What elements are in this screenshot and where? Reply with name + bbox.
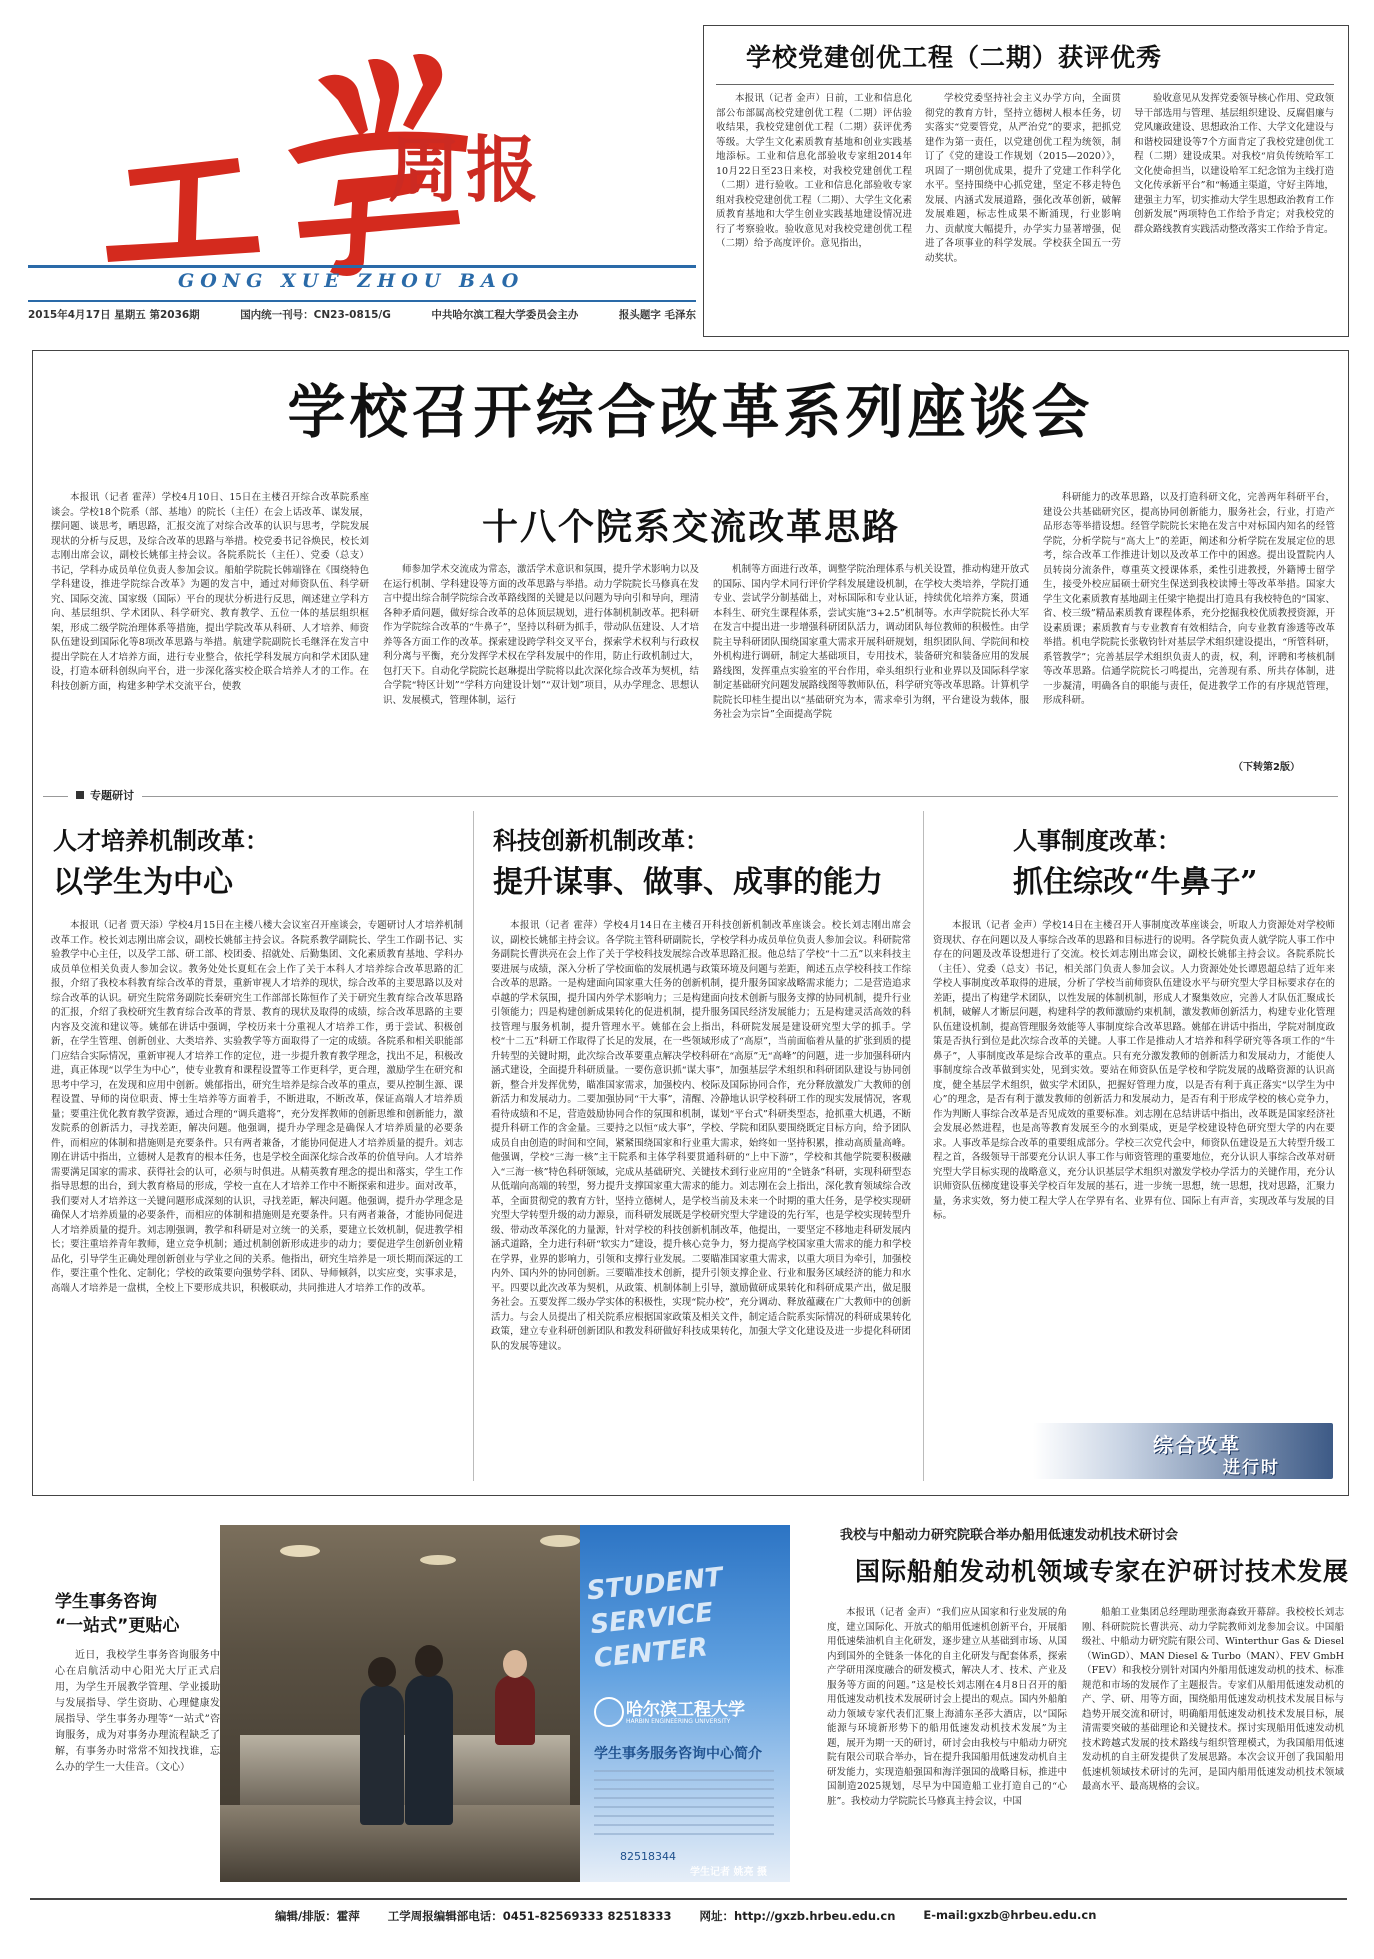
top-story-headline: 学校党建创优工程（二期）获评优秀 [746,43,1163,72]
top-story-col3: 验收意见从发挥党委领导核心作用、党政领导干部选用与管理、基层组织建设、反腐倡廉与党风廉政建设、思想政治工作、大学文化建设与和谐校园建设等7个方面肯定了我校党建创优工程（二期）建设成果。对我校“肩负传统哈军工文化使命担当，以建设哈军工纪念馆为主线打造文化传承新平台”和“畅通主渠道，守好主阵地，建强主力军，切实推动大学生思想政治教育工作创新发展”两项特色工作给予肯定；对我校党的群众路线教育实践活动整改落实工作给予肯定。 [1134,93,1334,235]
ship-col1: 本报讯（记者 金声）“我们应从国家和行业发展的角度，建立国际化、开放式的船用低速机创新平台，开展船用低速柴油机自主化研发，逐步建立从基础到市场、从国内到国外的全链条一体化的自主化研发与配套体系，探索产学研用深度融合的研发模式，解决人才、技术、产业及服务等方面的问题。”这是校长刘志刚在4月8日召开的船用低速发动机技术发展研讨会上提出的观点。国内外船舶动力领域专家代表们汇聚上海浦东圣莎大酒店，以“国际能源与环境新形势下的船用低速发动机技术发展”为主题，展开为期一天的研讨，研讨会由我校与中船动力研究院有限公司联合举办，旨在提升我国船用低速发动机自主研发能力，实现造船强国和海洋强国的战略目标，推进中国制造2025规划，尽早为中国造船工业打造自己的“心脏”。我校动力学院院长马修真主持会议，中国 [827,1607,1067,1807]
main-col1: 本报讯（记者 霍萍）学校4月10日、15日在主楼召开综合改革院系座谈会。学校18个院系（部、基地）的院长（主任）在会上话改革、谋发展，摆问题、谈思考，晒思路，汇报交流了对综合改革的认识与思考，学院发展现状的分析与反思，及综合改革的思路与举措。校党委书记谷焕民，校长刘志刚出席会议，副校长姚郁主持会议。各院系院长（主任）、党委（总支）书记，学科办成员单位负责人参加会议。船舶学院院长韩端锋在《围绕特色学科建设，推进学院综合改革》为题的发言中，通过对师资队伍、科学研究、国际交流、国家级（国际）平台的现状分析进行反思，阐述建立学科方向、基层组织、学术团队、科学研究、教育教学、五位一体的基层组织框架，形成二级学院治理体系等措施，提出学院改革从科研、人才培养、师资队伍建设到国际化等8项改革思路与举措。航建学院副院长毛继泽在发言中提出学院在人才培养方面，进行专业整合，依托学科发展方向和学术团队建设，打造本研科创纵向平台，进一步深化落实校企联合培养人才的工作。在科技创新方面，构建多种学术交流平台，使教 [51,492,369,692]
sponsor: 中共哈尔滨工程大学委员会主办 [431,309,579,321]
person-staff-head [503,1650,527,1678]
masthead-title: 周报 [388,128,545,212]
person-student [405,1675,453,1825]
story-c-title2: 抓住综改“牛鼻子” [1013,865,1258,900]
section-label-box [68,787,142,803]
top-story-box [703,25,1349,337]
board-phone: 82518344 [620,1850,676,1863]
story-c-title1: 人事制度改革： [1013,826,1181,855]
ship-col2: 船舶工业集团总经理助理张海森致开幕辞。我校校长刘志刚、科研院院长曹洪亮、动力学院教师刘龙参加会议。中国船级社、中船动力研究院有限公司、Winterthur Gas & Diesel（WinGD）、MAN Diesel & Turbo（MAN）、FEV GmbH（FEV）和我校分别针对国内外船用低速发动机的技术、标准规范和市场的发展作了主题报告。专家们从船用低速发动机的产、学、研、用等方面，围绕船用低速发动机技术发展目标与趋势开展交流和研讨，明确船用低速发动机技术发展目标，展清需要突破的基础理论和关键技术。探讨实现船用低速发动机技术跨越式发展的技术路线与组织管理模式，为我国船用低速发动机的自主研发提供了发展思路。本次会议开创了我国船用低速机领域技术研讨的先河，是国内船用低速发动机技术领域最高水平、最高规格的会议。 [1082,1607,1344,1792]
story-b-body: 本报讯（记者 霍萍）学校4月14日在主楼召开科技创新机制改革座谈会。校长刘志刚出席会议，副校长姚郁主持会议。各学院主管科研副院长，学校学科办成员单位负责人参加会议。科研院常务副院长曹洪亮在会上作了关于学校科技发展综合改革思路汇报。他总结了学校“十二五”以来科技主要进展与成绩，深入分析了学校面临的发展机遇与政策环境及问题与差距，阐述五点学校科技工作综合改革的思路。一是构建面向国家重大任务的创新机制，提升服务国家战略需求能力；二是营造追求卓越的学术氛围，提升国内外学术影响力；三是构建面向技术创新与服务支撑的协同机制，提升行业引领能力；四是构建创新成果转化的促进机制，提升服务国民经济发展能力；五是构建灵活高效的科技管理与服务机制，提升管理水平。姚郁在会上指出，科研院发展是建设研究型大学的抓手。学校“十二五”科研工作取得了长足的发展，在一些领域形成了“高原”，当前面临着从量的扩张到质的提升转型的关键时期，此次综合改革要重点解决学校科研在“高原”无“高峰”的问题，进一步加强科研内涵式建设，全面提升科研质量。一要伤意识抓“谋大事”，加强基层学术组织和科研团队建设与协同创新，整合并发挥优势，瞄准国家需求，加强校内、校际及国际协同合作，充分释放激发广大教师的创新活力和发展动力。二要加强协同“干大事”，清醒、冷静地认识学校科研工作的现实发展情况，客观看待成绩和不足，营造鼓励协同合作的氛围和机制，谋划“平台式”科研类型态，抢抓重大机遇，不断提升科研工作的含金量。三要持之以恒“成大事”，学校、学院和团队要围绕既定目标方向，给予团队成员自由创造的时间和空间，紧紧围绕国家和行业重大需求，始终如一坚持积累，推动高质量高峰。他强调，学校“三海一核”主干院系和主体学科要贯通科研的“上中下游”，学校和其他学院要积极融入“三海一核”特色科研领域，完成从基础研究、关键技术到行业应用的“全链条”科研，实现科研型态从低端向高端的转型，努力提升支撑国家重大需求的能力。刘志刚在会上指出，深化教育领域综合改革，全面贯彻党的教育方针，坚持立德树人，是学校当前及未来一个时期的重大任务，是学校实现研究型大学转型升级的动力源泉，而科研发展既是学校研究型大学建设的先行军，也是学校实现转型升级、带动改革深化的力量源，针对学校的科技创新机制改革，他提出，一要坚定不移地走科研发展内涵式道路，全力进行科研“软实力”建设，提升核心竞争力，努力提高学校国家重大需求的能力和学校在学界，业界的影响力，引领和支撑行业发展。二要瞄准国家重大需求，以重大项目为牵引，加强校内外、国内外的协同创新。三要瞄准技术创新，提升引领支撑企业、行业和服务区域经济的能力和水平。四要以此次改革为契机，从政策、机制体制上引导，激励做研成果转化和科研成果产出，做足服务社会。五要发挥二级办学实体的积极性，实现“院办校”，充分调动、释放蕴藏在广大教师中的创新活力。与会人员提出了相关院系应根据国家政策及相关文件，制定适合院系实际情况的科研成果转化政策，建立专业科研创新团队和教发科研做好科技成果转化，加强大学文化建设及进一步提化科研团队的发展等建议。 [491,920,911,1352]
photo-title2: “一站式”更贴心 [55,1616,180,1636]
top-story-col1: 本报讯（记者 金声）日前，工业和信息化部公布部属高校党建创优工程（二期）评估验收结果，我校党建创优工程（二期）获评优秀等级。大学生文化素质教育基地和创业实践基地添标。工业和信息化部验收专家组2014年10月22日至23日来校，对我校党建创优工程（二期）进行验收。工业和信息化部验收专家组对我校党建创优工程（二期）、大学生文化素质教育基地和大学生创业实践基地建设情况进行了考察验收。验收意见对我校党建创优工程（二期）给予高度评价。意见指出， [716,93,912,249]
story-c-body: 本报讯（记者 金声）学校14日在主楼召开人事制度改革座谈会，听取人力资源处对学校师资现状、存在问题以及人事综合改革的思路和目标进行的说明。各学院负责人就学院人事工作中存在的问题及改革设想进行了交流。校长刘志刚出席会议，副校长姚郁主持会议。各院系院长（主任）、党委（总支）书记，相关部门负责人参加会议。人力资源处处长谭恩超总结了近年来学校人事制度改革取得的进展，分析了学校当前师资队伍建设水平与研究型大学目标要求存在的差距，提出了构建学术团队，以性发展的体制机制，形成人才聚集效应，完善人才队伍汇聚成长机制，破解人才断层问题，构建科学的教师激励约束机制，激发教师创新活力，构建专业化管理队伍建设机制，提高管理服务效能等人事制度综合改革思路。姚郁在讲话中指出，学院对制度政策是否执行到位是此次综合改革的关键。人事工作是推动人才培养和科学研究等各项工作的“牛鼻子”，人事制度改革是综合改革的重点。只有充分激发教师的创新活力和发展动力，才能使人事制度综合改革做到实处，见到实效。要站在师资队伍是学校和学院发展的战略资源的认识高度，健全基层学术组织，做实学术团队，把握好管理力度，以是否有利于真正落实“以学生为中心”的理念，是否有利于激发教师的创新活力和发展动力，是否有利于形成学校的核心竞争力，作为判断人事综合改革是否见成效的重要标准。刘志刚在总结讲话中指出，改革既是国家经济社会发展必然进程，也是高等教育发展至今的水到渠成，更是学校建设特色研究型大学的内在要求。人事改革是综合改革的重要组成部分。学校三次党代会中，师资队伍建设是五大转型升级工程之首，各级领导干部要充分认识人事工作与师资管理的重要地位，充分认识人事综合改革对研究型大学目标实现的战略意义，充分认识基层学术组织对激发学校办学活力的关键作用，充分认识师资队伍梯度建设事关学校百年发展的基石，进一步统一思想，统一思想，找对思路，汇聚力量，务求实效，努力使工程大学人在学界有名、业界有位、国际上有声音，实现改革与发展的目标。 [933,920,1335,1221]
section-label: 专题研讨 [90,789,134,802]
banner-title: STUDENT SERVICE CENTER [585,1562,725,1675]
main-col3: 机制等方面进行改革，调整学院治理体系与机关设置，推动构建开放式的国际、国内学术同行评价学科发展建设机制，在学校大类培养，学院打通专业、尝试学分制基础上，对标国际和专业认证，持续优化培养方案，贯通本科生、研究生课程体系，尝试实施“3+2.5”机制等。水声学院院长孙大军在发言中提出进一步增强科研团队活力，调动团队每位教师的积极性。由学院主导科研团队围绕国家重大需求开展科研规划，组织团队间、学院间和校外机构进行调研，制定大基础项目，专用技术，装备研究和装备应用的发展路线图，发挥重点实验室的平台作用，牵头组织行业和业界以及国际科学家制定基础研究问题发展路线图等教师队伍，科学研究等改革思路。计算机学院院长印桂生提出以“基础研究为本，需求牵引为纲，平台建设为载体，服务社会为宗旨”全面提高学院 [713,564,1029,720]
person-student [360,1685,404,1825]
reform-badge-line2: 进行时 [1223,1458,1280,1478]
board-title: 学生事务服务咨询中心简介 [594,1746,762,1762]
masthead-rule-top [28,265,696,268]
issn-number: 国内统一刊号：CN23-0815/G [240,309,391,321]
main-story-box [32,350,1349,1496]
masthead [28,20,696,340]
masthead-pinyin: GONG XUE ZHOU BAO [178,270,525,292]
footer-editor: 编辑/排版：霍萍 [275,1909,360,1923]
photo-caption-box [55,1590,220,1860]
person-staff [495,1675,535,1745]
issue-date: 2015年4月17日 星期五 第2036期 [28,309,200,321]
story-a-body: 本报讯（记者 贾天添）学校4月15日在主楼八楼大会议室召开座谈会，专题研讨人才培养机制改革工作。校长刘志刚出席会议，副校长姚郁主持会议。各院系教学副院长、学生工作副书记、实验教学中心主任，以及学工部、研工部、校团委、招就处、后勤集团、文化素质教育基地、学科办成员单位相关负责人参加会议。教务处处长夏虹在会上作了关于本科人才培养综合改革思路的汇报，介绍了我校本科教育综合改革的背景，重新审视人才培养的现状，综合改革的主要思路以及对综合改革的认识。研究生院常务副院长秦研究生工作部部长陈恒作了关于研究生教育综合改革思路的汇报，介绍了我校研究生教育综合改革的背景、教育的现状及取得的成绩，综合改革思路的主要内容及交流和建议等。姚郁在讲话中强调，学校历来十分重视人才培养工作，勇于尝试、积极创新，在学生管理、创新创业、大类培养、实验教学等方面取得了一定的成绩。各院系和相关职能部门应结合实际情况，重新审视人才培养工作的定位，进一步提升教育教学理念，找出不足，积极改进，真正体现“以学生为中心”，使专业教育和课程设置等工作更科学，更合理，激励学生在研究和思考中学习，在发现和应用中创新。姚郁指出，研究生培养是综合改革的重点，要从控制生源、课程设置、导师的岗位职责、博士生培养等方面着手，不断进取，不断改革，保证高端人才培养质量；要重注优化教育教学资源，通过合理的“调兵遣将”，充分发挥教师的创新思维和创新能力，激发院系的创新活力，寻找差距，解决问题。他强调，提升办学理念是确保人才培养质量的必要条件，而相应的体制和措施则是充要条件。只有两者兼备，才能协同促进人才培养质量的提升。刘志刚在讲话中指出，立德树人是教育的根本任务，也是学校全面深化综合改革的价值导向。人才培养需要满足国家的需求、获得社会的认可，必须与时俱进。从精英教育理念的提出和落实，学生工作指导思想的出台，到大教育格局的形成，学校一直在人才培养工作中不断探索和进步。面对改革，我们要对人才培养这一关键问题形成深刻的认识，寻找差距，解决问题。他强调，提升办学理念是确保人才培养质量的必要条件，而相应的体制和措施则是充要条件。只有两者兼备，才能协同促进人才培养质量的提升。刘志刚强调，教学和科研是对立统一的关系，要建立长效机制，促进教学相长；要注重培养青年教师，建立竞争机制；通过机制创新形成进步的动力；要促进学生创新创业精品化，引导学生正确处理创新创业与学业之间的关系。他指出，研究生培养是一项长期而深远的工作，要注重个性化、定制化；学校的政策要向强势学科、团队、导师倾斜，以实应变，实事求是，高端人才培养是一盘棋，全校上下要形成共识，积极联动，共同推进人才培养工作的改革。 [51,920,463,1294]
story-b-title1: 科技创新机制改革： [493,826,709,855]
service-center-banner [580,1525,790,1882]
footer-phone: 工学周报编辑部电话：0451-82569333 82518333 [387,1909,672,1923]
main-col2: 师参加学术交流成为常态，激活学术意识和氛围，提升学术影响力以及在运行机制、学科建设等方面的改革思路与举措。动力学院院长马修真在发言中提出综合制学院综合改革路线图的关键是以问题为导向引和导向，理清各种矛盾问题，做好综合改革的总体顶层规划，进行体制机制改革。把科研作为学院综合改革的“牛鼻子”，坚持以科研为抓手，带动队伍建设、人才培养等各方面工作的改革。探索建设跨学科交叉平台，探索学术权利与行政权利分离与平衡，充分发挥学术权在学科发展中的作用，防止行政机制过大，包打天下。自动化学院院长赵琳提出学院将以此次深化综合改革为契机，结合学院“特区计划”“学科方向建设计划”“双计划”项目，从办学理念、思想认识、发展模式，管理体制，运行 [383,564,699,706]
main-subhead: 十八个院系交流改革思路 [481,506,900,548]
calligraphy-credit: 报头题字 毛泽东 [618,309,696,321]
ceiling-light [420,1555,456,1565]
person-student-head [368,1657,396,1687]
divider-ab [473,811,474,1481]
photo-title1: 学生事务咨询 [55,1592,157,1612]
section-rule [43,796,1338,797]
top-story-col2: 学校党委坚持社会主义办学方向，全面贯彻党的教育方针，坚持立德树人根本任务，切实落实“党要管党，从严治党”的要求，把抓党建作为第一责任，以党建创优工程为统领，制订了《党的建设工作规划（2015—2020）》，巩固了一期创优成果，提升了党建工作科学化水平。坚持围绕中心抓党建，坚定不移走特色发展、内涵式发展道路，强化改革创新，破解发展难题，标志性成果不断涌现，行业影响力、贡献度大幅提升，办学实力显著增强，促进了各项事业的科学发展。学校获全国五一劳动奖状。 [925,93,1121,264]
footer-rule [30,1898,1347,1900]
main-col4: 科研能力的改革思路，以及打造科研文化，完善两年科研平台，建设公共基础研究区，提高协同创新能力，服务社会，行业，打造产品形态等举措设想。经管学院院长宋艳在发言中对标国内知名的经管学院，分析学院与“高大上”的差距，阐述和分析学院在发展定位的思考，综合改革工作推进计划以及改革工作中的困惑。提出设置院内人员转岗分流条件，尊重英文授课体系，柔性引进教授，外籍博士留学生，接受外校应届硕士研究生保送到我校读博士等改革举措。国家大学生文化素质教育基地副主任梁宇艳提出打造具有我校特色的“国家、省、校三级”精品素质教育课程体系，充分挖掘我校优质教授资源，开设素质课；素质教育与专业教育有效相结合，向专业教育渗透等改革举措。机电学院院长张敬钧针对基层学术组织建设提出，“所管科研，系管教学”；完善基层学术组织负责人的责，权，利，评聘和考核机制等改革思路。信通学院院长刁鸣提出，完善现有系、所共存体制，进一步凝清，明确各自的职能与责任，促进教学工作的有序规范管理，形成科研。 [1043,492,1335,706]
photo-caption: 近日，我校学生事务咨询服务中心在启航活动中心阳光大厅正式启用，为学生开展教学管理、学业援助与发展指导、学生资助、心理健康发展指导、学生事务办理等“一站式”咨询服务，成为对事务办理流程缺乏了解，有事务办时常常不知找找谁，忘么办的学生一大佳音。（文心） [55,1650,220,1773]
masthead-rule-bottom [28,300,696,302]
banner-school: 哈尔滨工程大学 [626,1700,745,1720]
footer-website[interactable]: 网址：http://gxzb.hrbeu.edu.cn [699,1909,896,1923]
ceiling-light [280,1545,320,1557]
ship-kicker: 我校与中船动力研究院联合举办船用低速发动机技术研讨会 [840,1528,1179,1543]
ceiling-light [540,1535,580,1547]
reform-badge-line1: 综合改革 [1153,1433,1241,1457]
footer-email[interactable]: E-mail:gxzb@hrbeu.edu.cn [923,1908,1097,1922]
story-b-title2: 提升谋事、做事、成事的能力 [493,865,883,900]
banner-logo-icon [594,1697,624,1727]
news-photo [220,1525,790,1882]
footer [275,1908,1275,1924]
person-student-head [415,1645,443,1677]
top-story-rule [716,84,1334,85]
story-a-title1: 人才培养机制改革： [53,826,269,855]
ship-headline: 国际船舶发动机领域专家在沪研讨技术发展 [855,1557,1350,1586]
banner-school-en: HARBIN ENGINEERING UNIVERSITY [626,1718,731,1725]
section-marker-icon [76,791,84,799]
main-continued: （下转第2版） [1233,762,1300,773]
main-headline: 学校召开综合改革系列座谈会 [287,378,1094,446]
masthead-info-bar [28,307,696,322]
photo-credit: 学生记者 姚亮 摄 [690,1867,767,1878]
story-a-title2: 以学生为中心 [53,865,233,900]
board-text-lines [594,1770,774,1840]
divider-bc [923,811,924,1481]
reform-badge [1033,1423,1333,1479]
